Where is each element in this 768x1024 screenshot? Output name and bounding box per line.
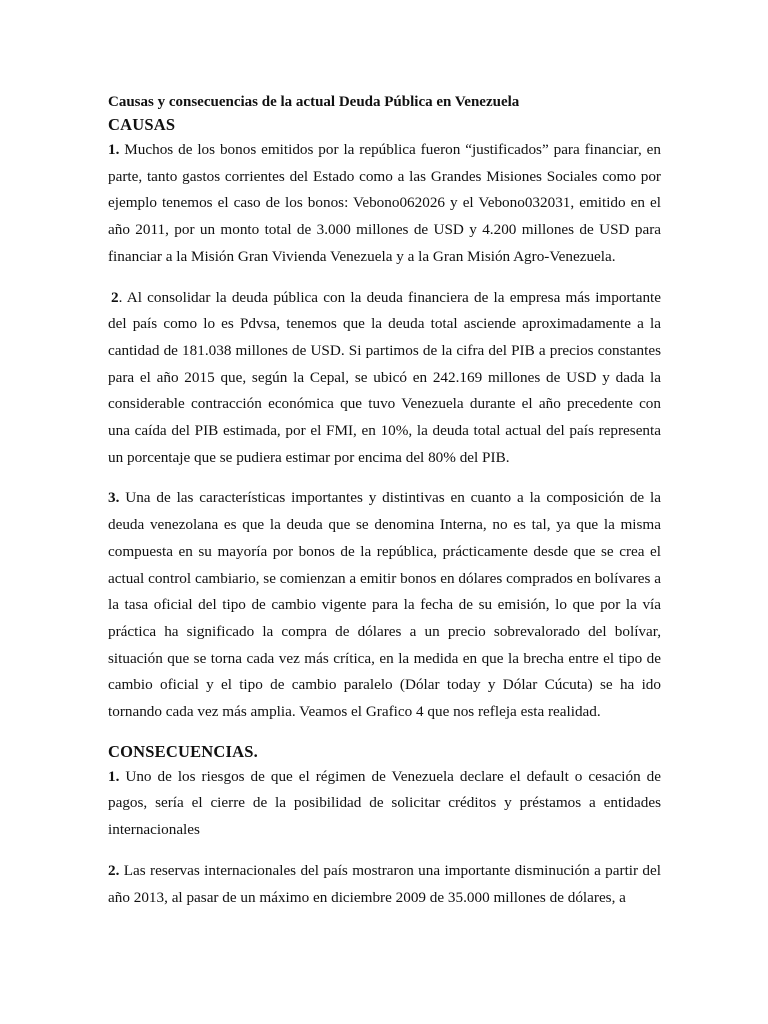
- paragraph-number: 2.: [108, 861, 120, 879]
- paragraph-number: 1.: [108, 141, 120, 158]
- paragraph-number: 3.: [108, 489, 120, 507]
- paragraph-number: 1.: [108, 767, 120, 785]
- document-title: Causas y consecuencias de la actual Deuda Pública en Venezuela: [108, 94, 520, 110]
- consecuencia-paragraph-2: [108, 858, 661, 911]
- document-body: [108, 91, 661, 911]
- paragraph-text: Muchos de los bonos emitidos por la república fueron “justificados” para financiar, en parte, tanto gastos corrientes del Estado como a las Grandes Misiones Sociales como por ejemplo tenemos el caso de los bonos: Vebono062026 y el Vebono032031, emitido en el año 2011, por un monto total de 3.000 millones de USD y 4.200 millones de USD para financiar a la Misión Gran Vivienda Venezuela y a la Gran Misión Agro-Venezuela.: [108, 141, 661, 265]
- causa-paragraph-3: [108, 485, 661, 725]
- paragraph-number: 2: [111, 288, 119, 306]
- paragraph-text: . Al consolidar la deuda pública con la deuda financiera de la empresa más importante del país como lo es Pdvsa, tenemos que la deuda total asciende aproximadamente a la cantidad de 181.038 millones de USD. Si partimos de la cifra del PIB a precios constantes para el año 2015 que, según la Cepal, se ubicó en 242.169 millones de USD y dada la considerable contracción económica que tuvo Venezuela durante el año precedente con una caída del PIB estimada, por el FMI, en 10%, la deuda total actual del país representa un porcentaje que se pudiera estimar por encima del 80% del PIB.: [108, 288, 661, 466]
- paragraph-text: Uno de los riesgos de que el régimen de Venezuela declare el default o cesación de pagos, sería el cierre de la posibilidad de solicitar créditos y préstamos a entidades internacionales: [108, 767, 661, 839]
- causas-heading: CAUSAS: [108, 115, 176, 134]
- paragraph-text: Una de las características importantes y distintivas en cuanto a la composición de la deuda venezolana es que la deuda que se denomina Interna, no es tal, ya que la misma compuesta en su mayoría por bonos de la república, prácticamente desde que se crea el actual control cambiario, se comienzan a emitir bonos en dólares comprados en bolívares a la tasa oficial del tipo de cambio vigente para la fecha de su emisión, lo que por la vía práctica ha significado la compra de dólares a un precio sobrevalorado del bolívar, situación que se torna cada vez más crítica, en la medida en que la brecha entre el tipo de cambio oficial y el tipo de cambio paralelo (Dólar today y Dólar Cúcuta) se ha ido tornando cada vez más amplia. Veamos el Grafico 4 que nos refleja esta realidad.: [108, 489, 661, 721]
- causa-paragraph-2: [108, 285, 661, 472]
- paragraph-text: Las reservas internacionales del país mostraron una importante disminución a partir del año 2013, al pasar de un máximo en diciembre 2009 de 35.000 millones de dólares, a: [108, 861, 661, 906]
- causa-paragraph-1: [108, 137, 661, 271]
- consecuencias-heading: CONSECUENCIAS.: [108, 741, 258, 761]
- consecuencia-paragraph-1: [108, 764, 661, 844]
